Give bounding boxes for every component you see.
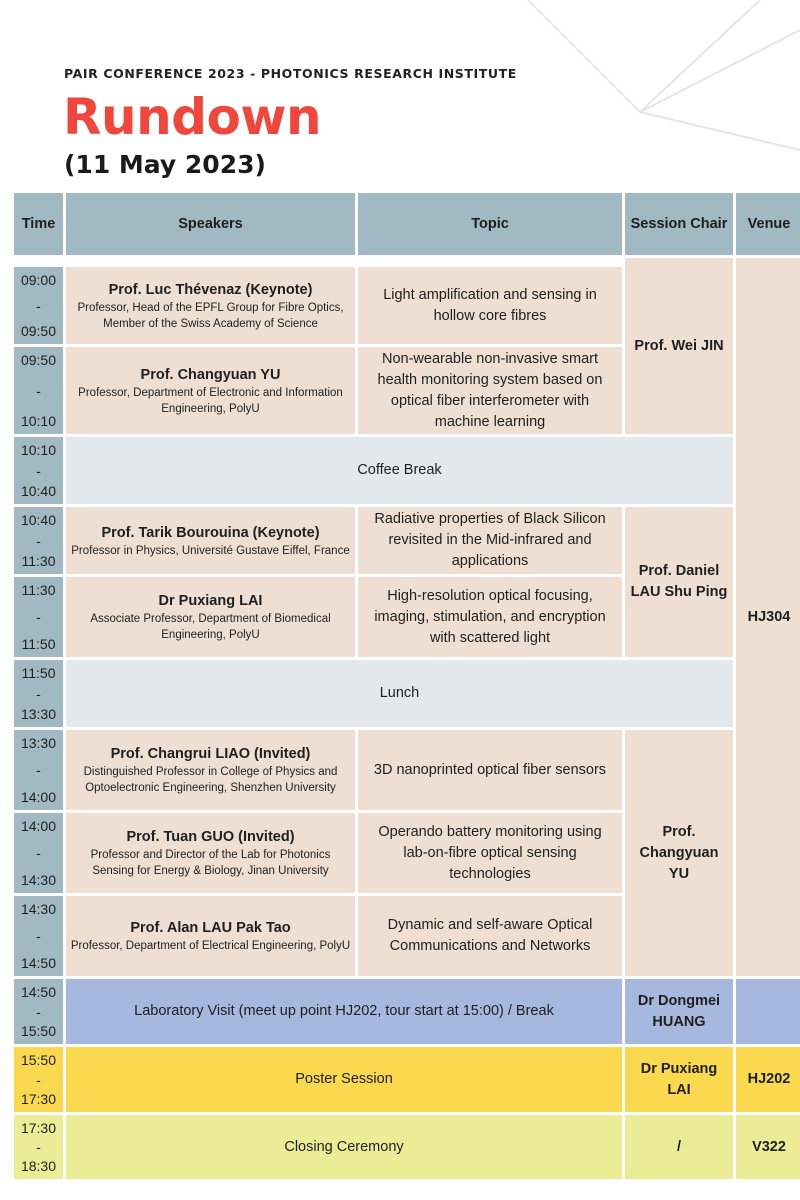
speaker-affiliation: Professor, Head of the EPFL Group for Fibre Optics, Member of the Swiss Academy of Science bbox=[77, 301, 344, 330]
start-time: 15:50 bbox=[20, 1052, 57, 1068]
speaker-affiliation: Professor in Physics, Université Gustave Eiffel, France bbox=[71, 544, 350, 557]
speaker-affiliation: Professor, Department of Electronic and Information Engineering, PolyU bbox=[78, 386, 343, 415]
time-separator: - bbox=[36, 845, 41, 861]
event-date: (11 May 2023) bbox=[64, 150, 266, 179]
speaker-cell bbox=[66, 813, 355, 893]
time-slot bbox=[14, 730, 63, 810]
speaker-name: Prof. Tarik Bourouina (Keynote) bbox=[101, 524, 320, 541]
time-separator: - bbox=[36, 297, 41, 314]
conference-kicker: PAIR CONFERENCE 2023 - PHOTONICS RESEARCH INSTITUTE bbox=[64, 66, 517, 81]
talk-topic: Light amplification and sensing in hollow core fibres bbox=[358, 267, 622, 344]
time-separator: - bbox=[36, 462, 41, 479]
end-time: 13:30 bbox=[20, 706, 57, 722]
session-chair: Dr Dongmei HUANG bbox=[625, 979, 733, 1044]
end-time: 14:50 bbox=[20, 955, 57, 971]
column-header-time: Time bbox=[14, 193, 63, 255]
poster-session-event: Poster Session bbox=[66, 1047, 622, 1112]
end-time: 11:30 bbox=[21, 553, 56, 569]
session-chair: Prof. Changyuan YU bbox=[625, 730, 733, 976]
speaker-affiliation: Distinguished Professor in College of Physics and Optoelectronic Engineering, Shenzhen University bbox=[83, 766, 338, 794]
time-slot bbox=[14, 347, 63, 434]
closing-ceremony-event: Closing Ceremony bbox=[66, 1115, 622, 1179]
speaker-cell bbox=[66, 896, 355, 976]
end-time: 11:50 bbox=[21, 636, 56, 652]
time-separator: - bbox=[36, 532, 41, 549]
talk-topic: Operando battery monitoring using lab-on-fibre optical sensing technologies bbox=[358, 813, 622, 893]
talk-topic: Non-wearable non-invasive smart health monitoring system based on optical fiber interferometer with machine learning bbox=[358, 347, 622, 434]
venue-cell-empty bbox=[736, 979, 800, 1044]
start-time: 09:00 bbox=[20, 272, 57, 288]
session-chair: Prof. Wei JIN bbox=[625, 258, 733, 434]
time-slot bbox=[14, 577, 63, 657]
talk-topic: Dynamic and self-aware Optical Communications and Networks bbox=[358, 896, 622, 976]
time-separator: - bbox=[36, 1139, 41, 1155]
time-separator: - bbox=[36, 1071, 41, 1088]
speaker-cell bbox=[66, 347, 355, 434]
talk-topic: Radiative properties of Black Silicon revisited in the Mid-infrared and applications bbox=[358, 507, 622, 574]
speaker-name: Prof. Tuan GUO (Invited) bbox=[126, 829, 295, 845]
time-separator: - bbox=[36, 609, 41, 625]
start-time: 11:30 bbox=[21, 582, 56, 598]
time-slot bbox=[14, 437, 63, 504]
speaker-name: Prof. Alan LAU Pak Tao bbox=[130, 920, 291, 936]
speaker-name: Prof. Changrui LIAO (Invited) bbox=[110, 746, 311, 762]
speaker-cell bbox=[66, 730, 355, 810]
venue-cell: HJ202 bbox=[736, 1047, 800, 1112]
talk-topic: 3D nanoprinted optical fiber sensors bbox=[358, 730, 622, 810]
session-chair: Prof. Daniel LAU Shu Ping bbox=[625, 507, 733, 657]
talk-topic: High-resolution optical focusing, imaging, stimulation, and encryption with scattered light bbox=[358, 577, 622, 657]
end-time: 18:30 bbox=[20, 1158, 57, 1174]
column-header-topic: Topic bbox=[358, 193, 622, 255]
start-time: 10:10 bbox=[20, 442, 57, 458]
time-slot bbox=[14, 1047, 63, 1112]
time-separator: - bbox=[36, 685, 41, 702]
time-slot bbox=[14, 979, 63, 1044]
column-header-session-chair: Session Chair bbox=[625, 193, 733, 255]
session-chair: / bbox=[625, 1115, 733, 1179]
time-slot bbox=[14, 267, 63, 344]
break-event: Coffee Break bbox=[66, 437, 733, 504]
session-chair: Dr Puxiang LAI bbox=[625, 1047, 733, 1112]
speaker-affiliation: Professor and Director of the Lab for Photonics Sensing for Energy & Biology, Jinan University bbox=[90, 849, 331, 877]
speaker-affiliation: Professor, Department of Electrical Engineering, PolyU bbox=[70, 940, 351, 952]
speaker-affiliation: Associate Professor, Department of Biomedical Engineering, PolyU bbox=[90, 613, 331, 641]
time-separator: - bbox=[36, 762, 41, 778]
start-time: 13:30 bbox=[20, 735, 57, 751]
time-slot bbox=[14, 813, 63, 893]
start-time: 11:50 bbox=[21, 665, 56, 681]
venue-cell: V322 bbox=[736, 1115, 800, 1179]
break-event: Lunch bbox=[66, 660, 733, 727]
page-title: Rundown bbox=[63, 88, 322, 146]
start-time: 09:50 bbox=[20, 352, 57, 368]
speaker-name: Prof. Luc Thévenaz (Keynote) bbox=[108, 281, 313, 298]
end-time: 14:00 bbox=[20, 789, 57, 805]
time-slot bbox=[14, 896, 63, 976]
time-separator: - bbox=[36, 928, 41, 944]
start-time: 14:30 bbox=[20, 901, 57, 917]
start-time: 14:50 bbox=[20, 984, 57, 1000]
end-time: 17:30 bbox=[20, 1091, 57, 1107]
venue-cell: HJ304 bbox=[736, 258, 800, 976]
time-slot bbox=[14, 660, 63, 727]
start-time: 10:40 bbox=[20, 512, 57, 528]
start-time: 17:30 bbox=[20, 1120, 57, 1136]
speaker-name: Prof. Changyuan YU bbox=[140, 366, 281, 383]
end-time: 09:50 bbox=[20, 323, 57, 339]
column-header-venue: Venue bbox=[736, 193, 800, 255]
end-time: 10:10 bbox=[20, 413, 57, 429]
time-slot bbox=[14, 507, 63, 574]
speaker-name: Dr Puxiang LAI bbox=[158, 593, 263, 609]
lab-visit-event: Laboratory Visit (meet up point HJ202, tour start at 15:00) / Break bbox=[66, 979, 622, 1044]
time-separator: - bbox=[36, 1003, 41, 1020]
speaker-cell bbox=[66, 507, 355, 574]
speaker-cell bbox=[66, 267, 355, 344]
end-time: 15:50 bbox=[20, 1023, 57, 1039]
end-time: 14:30 bbox=[20, 872, 57, 888]
end-time: 10:40 bbox=[20, 483, 57, 499]
speaker-cell bbox=[66, 577, 355, 657]
column-header-speakers: Speakers bbox=[66, 193, 355, 255]
rundown-table bbox=[14, 193, 793, 1174]
time-separator: - bbox=[36, 382, 41, 399]
time-slot bbox=[14, 1115, 63, 1179]
start-time: 14:00 bbox=[20, 818, 57, 834]
